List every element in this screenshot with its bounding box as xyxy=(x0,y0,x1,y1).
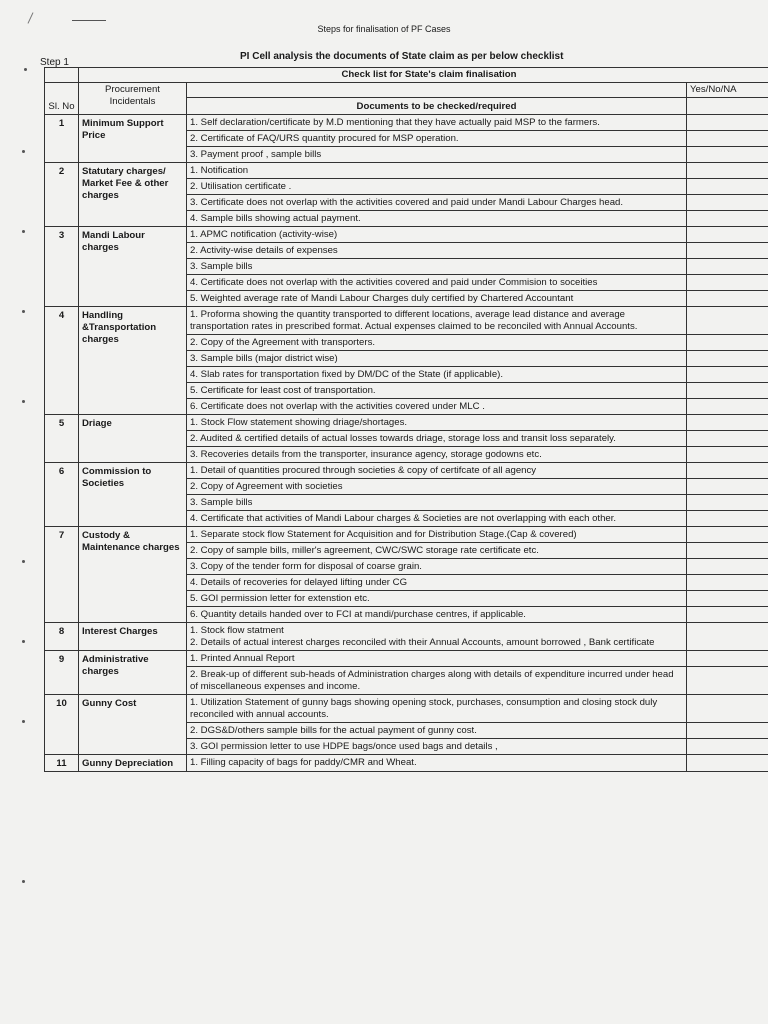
table-row xyxy=(45,527,768,543)
row-procurement-name: Driage xyxy=(79,415,187,463)
row-document-item: 3. Sample bills (major district wise) xyxy=(187,351,687,367)
row-sl-no: 10 xyxy=(45,695,79,755)
table-header-row xyxy=(45,83,768,98)
table-row xyxy=(45,307,768,335)
row-procurement-name: Minimum Support Price xyxy=(79,115,187,163)
row-yes-no-cell[interactable] xyxy=(687,667,768,695)
row-yes-no-cell[interactable] xyxy=(687,351,768,367)
row-yes-no-cell[interactable] xyxy=(687,335,768,351)
row-sl-no: 1 xyxy=(45,115,79,163)
table-row xyxy=(45,623,768,651)
row-procurement-name: Administrative charges xyxy=(79,651,187,695)
row-yes-no-cell[interactable] xyxy=(687,623,768,651)
row-document-item: 1. Stock Flow statement showing driage/shortages. xyxy=(187,415,687,431)
row-procurement-name: Mandi Labour charges xyxy=(79,227,187,307)
checklist-title: Check list for State's claim finalisation xyxy=(79,68,768,83)
row-yes-no-cell[interactable] xyxy=(687,179,768,195)
pen-dash-mark xyxy=(72,20,106,21)
row-sl-no: 8 xyxy=(45,623,79,651)
row-document-item: 1. Printed Annual Report xyxy=(187,651,687,667)
row-sl-no: 11 xyxy=(45,755,79,772)
row-yes-no-cell[interactable] xyxy=(687,399,768,415)
row-yes-no-cell[interactable] xyxy=(687,227,768,243)
row-yes-no-cell[interactable] xyxy=(687,575,768,591)
row-yes-no-cell[interactable] xyxy=(687,383,768,399)
row-procurement-name: Handling &Transportation charges xyxy=(79,307,187,415)
row-yes-no-cell[interactable] xyxy=(687,259,768,275)
table-row xyxy=(45,115,768,131)
row-document-item: 1. Filling capacity of bags for paddy/CMR and Wheat. xyxy=(187,755,687,772)
row-document-item: 1. Utilization Statement of gunny bags showing opening stock, purchases, consumption and closing stock duly reconciled with annual accounts. xyxy=(187,695,687,723)
row-document-item: 4. Slab rates for transportation fixed by DM/DC of the State (if applicable). xyxy=(187,367,687,383)
row-document-item: 1. APMC notification (activity-wise) xyxy=(187,227,687,243)
row-sl-no: 5 xyxy=(45,415,79,463)
row-document-item: 3. Certificate does not overlap with the activities covered and paid under Mandi Labour Charges head. xyxy=(187,195,687,211)
row-yes-no-cell[interactable] xyxy=(687,307,768,335)
row-document-item: 2. Activity-wise details of expenses xyxy=(187,243,687,259)
row-sl-no: 6 xyxy=(45,463,79,527)
row-document-item: 4. Certificate that activities of Mandi Labour charges & Societies are not overlapping with each other. xyxy=(187,511,687,527)
row-yes-no-cell[interactable] xyxy=(687,367,768,383)
margin-dot xyxy=(22,150,25,153)
row-document-item: 2. Break-up of different sub-heads of Administration charges along with details of expenditure incurred under head of miscellaneous expenses and income. xyxy=(187,667,687,695)
row-yes-no-cell[interactable] xyxy=(687,591,768,607)
row-yes-no-cell[interactable] xyxy=(687,479,768,495)
row-document-item: 1. Stock flow statment 2. Details of actual interest charges reconciled with their Annual Accounts, amount borrowed , Bank certificate xyxy=(187,623,687,651)
row-sl-no: 7 xyxy=(45,527,79,623)
row-yes-no-cell[interactable] xyxy=(687,163,768,179)
row-yes-no-cell[interactable] xyxy=(687,511,768,527)
row-document-item: 2. Copy of the Agreement with transporters. xyxy=(187,335,687,351)
row-yes-no-cell[interactable] xyxy=(687,431,768,447)
header-blank xyxy=(187,83,687,98)
row-yes-no-cell[interactable] xyxy=(687,147,768,163)
margin-dot xyxy=(22,720,25,723)
margin-dot xyxy=(22,560,25,563)
table-title-row xyxy=(45,68,768,83)
row-procurement-name: Gunny Depreciation xyxy=(79,755,187,772)
table-row xyxy=(45,755,768,772)
row-procurement-name: Interest Charges xyxy=(79,623,187,651)
row-document-item: 3. Sample bills xyxy=(187,495,687,511)
row-yes-no-cell[interactable] xyxy=(687,607,768,623)
row-document-item: 2. Utilisation certificate . xyxy=(187,179,687,195)
row-document-item: 5. Certificate for least cost of transportation. xyxy=(187,383,687,399)
row-document-item: 1. Self declaration/certificate by M.D mentioning that they have actually paid MSP to the farmers. xyxy=(187,115,687,131)
row-yes-no-cell[interactable] xyxy=(687,131,768,147)
row-document-item: 4. Sample bills showing actual payment. xyxy=(187,211,687,227)
row-yes-no-cell[interactable] xyxy=(687,527,768,543)
row-yes-no-cell[interactable] xyxy=(687,739,768,755)
row-procurement-name: Commission to Societies xyxy=(79,463,187,527)
row-document-item: 2. Copy of sample bills, miller's agreement, CWC/SWC storage rate certificate etc. xyxy=(187,543,687,559)
row-document-item: 3. Recoveries details from the transporter, insurance agency, storage godowns etc. xyxy=(187,447,687,463)
row-procurement-name: Gunny Cost xyxy=(79,695,187,755)
row-document-item: 3. Copy of the tender form for disposal of coarse grain. xyxy=(187,559,687,575)
checklist-body xyxy=(45,68,768,772)
row-document-item: 5. GOI permission letter for extenstion etc. xyxy=(187,591,687,607)
margin-dot xyxy=(22,310,25,313)
row-yes-no-cell[interactable] xyxy=(687,723,768,739)
row-sl-no: 3 xyxy=(45,227,79,307)
row-document-item: 6. Quantity details handed over to FCI at mandi/purchase centres, if applicable. xyxy=(187,607,687,623)
row-yes-no-cell[interactable] xyxy=(687,559,768,575)
row-yes-no-cell[interactable] xyxy=(687,447,768,463)
row-document-item: 5. Weighted average rate of Mandi Labour Charges duly certified by Chartered Accountant xyxy=(187,291,687,307)
row-yes-no-cell[interactable] xyxy=(687,543,768,559)
row-yes-no-cell[interactable] xyxy=(687,695,768,723)
row-yes-no-cell[interactable] xyxy=(687,243,768,259)
row-yes-no-cell[interactable] xyxy=(687,651,768,667)
row-sl-no: 4 xyxy=(45,307,79,415)
header-yes-no: Yes/No/NA xyxy=(687,83,768,98)
row-document-item: 1. Separate stock flow Statement for Acquisition and for Distribution Stage.(Cap & covered) xyxy=(187,527,687,543)
row-document-item: 2. Copy of Agreement with societies xyxy=(187,479,687,495)
row-yes-no-cell[interactable] xyxy=(687,115,768,131)
checklist-table xyxy=(44,67,768,772)
header-sl-no: Sl. No xyxy=(45,83,79,115)
row-yes-no-cell[interactable] xyxy=(687,415,768,431)
header-documents: Documents to be checked/required xyxy=(187,98,687,115)
table-row xyxy=(45,227,768,243)
row-document-item: 3. Sample bills xyxy=(187,259,687,275)
row-yes-no-cell[interactable] xyxy=(687,275,768,291)
row-document-item: 2. Certificate of FAQ/URS quantity procured for MSP operation. xyxy=(187,131,687,147)
table-row xyxy=(45,463,768,479)
margin-dot xyxy=(22,640,25,643)
table-row xyxy=(45,415,768,431)
page-title: Steps for finalisation of PF Cases xyxy=(317,24,451,34)
row-yes-no-cell[interactable] xyxy=(687,195,768,211)
row-document-item: 2. Audited & certified details of actual losses towards driage, storage loss and transit loss separately. xyxy=(187,431,687,447)
row-procurement-name: Statutary charges/ Market Fee & other charges xyxy=(79,163,187,227)
row-yes-no-cell[interactable] xyxy=(687,755,768,772)
row-document-item: 2. DGS&D/others sample bills for the actual payment of gunny cost. xyxy=(187,723,687,739)
row-yes-no-cell[interactable] xyxy=(687,211,768,227)
row-document-item: 3. GOI permission letter to use HDPE bags/once used bags and details , xyxy=(187,739,687,755)
row-yes-no-cell[interactable] xyxy=(687,495,768,511)
table-row xyxy=(45,163,768,179)
step-label: Step 1 xyxy=(40,57,69,68)
margin-dot xyxy=(24,68,27,71)
row-document-item: 1. Notification xyxy=(187,163,687,179)
row-yes-no-cell[interactable] xyxy=(687,291,768,307)
row-document-item: 4. Certificate does not overlap with the activities covered and paid under Commision to soceities xyxy=(187,275,687,291)
margin-dot xyxy=(22,880,25,883)
pen-tick-mark xyxy=(28,12,34,23)
row-yes-no-cell[interactable] xyxy=(687,463,768,479)
margin-dot xyxy=(22,400,25,403)
row-sl-no: 2 xyxy=(45,163,79,227)
margin-dot xyxy=(22,230,25,233)
table-row xyxy=(45,651,768,667)
header-procurement: Procurement Incidentals xyxy=(79,83,187,115)
row-document-item: 3. Payment proof , sample bills xyxy=(187,147,687,163)
row-procurement-name: Custody & Maintenance charges xyxy=(79,527,187,623)
header-yes-no-blank xyxy=(687,98,768,115)
table-row xyxy=(45,695,768,723)
step-heading: PI Cell analysis the documents of State claim as per below checklist xyxy=(240,51,564,62)
row-document-item: 1. Detail of quantities procured through societies & copy of certifcate of all agency xyxy=(187,463,687,479)
row-document-item: 1. Proforma showing the quantity transported to different locations, average lead distance and average transportation rates in prescribed format. Actual expenses claimed to be reconciled with Annual Accounts. xyxy=(187,307,687,335)
row-document-item: 6. Certificate does not overlap with the activities covered under MLC . xyxy=(187,399,687,415)
row-sl-no: 9 xyxy=(45,651,79,695)
row-document-item: 4. Details of recoveries for delayed lifting under CG xyxy=(187,575,687,591)
